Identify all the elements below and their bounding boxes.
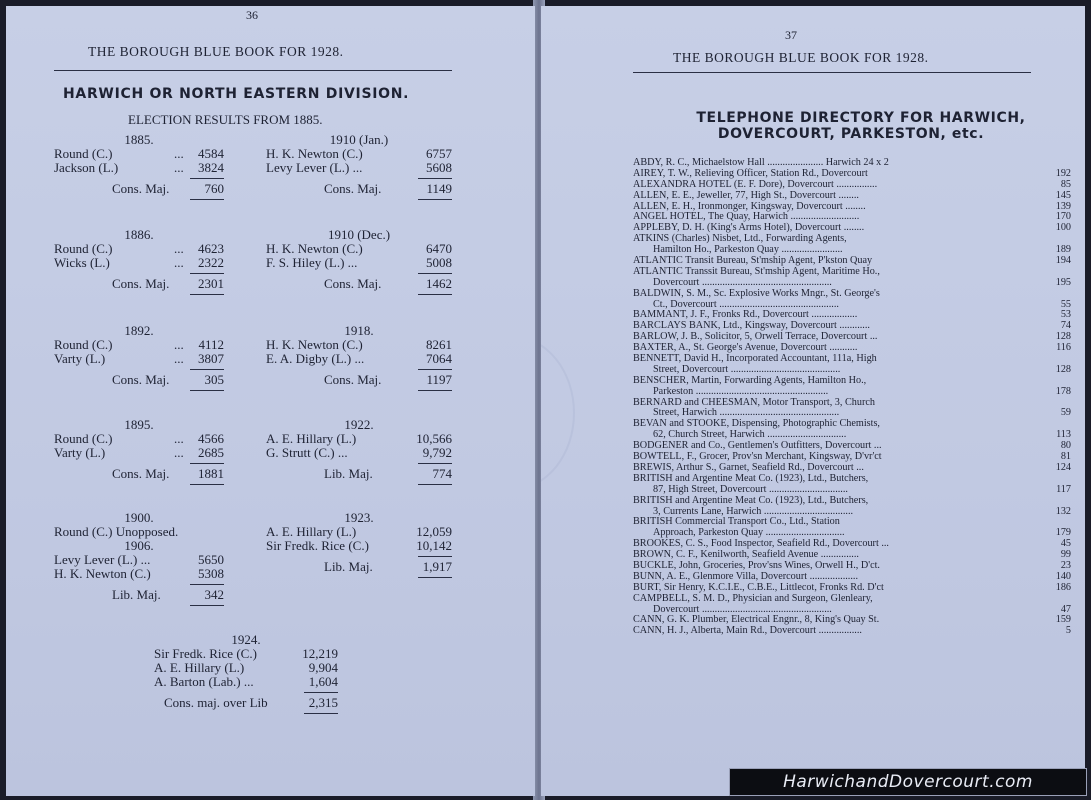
telephone-number: 189 — [1055, 244, 1071, 256]
majority-value: 342 — [204, 587, 224, 602]
telephone-number: 178 — [1055, 385, 1071, 397]
total-rule — [190, 294, 224, 295]
majority-label: Cons. Maj. — [112, 276, 170, 291]
majority-label: Lib. Maj. — [324, 466, 373, 481]
candidate-name: A. E. Hillary (L.) — [266, 431, 357, 446]
directory-entry-text: ANGEL HOTEL, The Quay, Harwich ........................... — [633, 211, 860, 223]
directory-entry-text: Dovercourt ................................................... — [653, 276, 832, 288]
leader-dots: ... — [174, 351, 184, 366]
majority-label: Cons. Maj. — [112, 372, 170, 387]
running-head-right: THE BOROUGH BLUE BOOK FOR 1928. — [673, 50, 929, 65]
candidate-name: Round (C.) — [54, 337, 113, 352]
telephone-number: 59 — [1060, 407, 1071, 419]
telephone-number: 159 — [1055, 614, 1071, 626]
majority-value: 760 — [204, 181, 224, 196]
faint-crest-emblem — [541, 336, 575, 490]
telephone-number: 74 — [1060, 320, 1071, 332]
election-year: 1906. — [124, 538, 154, 553]
candidate-votes: 12,059 — [416, 524, 452, 539]
sum-rule — [418, 273, 452, 274]
candidate-votes: 9,792 — [422, 445, 452, 460]
candidate-name: Varty (L.) — [54, 445, 106, 460]
directory-entry-text: BOWTELL, F., Grocer, Prov'sn Merchant, Kingsway, D'vr'ct — [633, 451, 882, 463]
directory-entry-text: BODGENER and Co., Gentlemen's Outfitters, Dovercourt ... — [633, 440, 882, 452]
page-number-left: 36 — [246, 8, 258, 22]
telephone-number: 192 — [1055, 167, 1071, 179]
sum-rule — [190, 584, 224, 585]
total-rule — [190, 484, 224, 485]
total-rule — [190, 605, 224, 606]
telephone-number: 186 — [1055, 581, 1071, 593]
telephone-number: 53 — [1060, 309, 1071, 321]
leader-dots: ... — [174, 255, 184, 270]
running-head-left: THE BOROUGH BLUE BOOK FOR 1928. — [88, 44, 344, 59]
candidate-name: A. Barton (Lab.) ... — [154, 674, 254, 689]
leader-dots: ... — [174, 431, 184, 446]
telephone-number: 55 — [1060, 298, 1071, 310]
majority-label: Cons. Maj. — [324, 181, 382, 196]
candidate-name: Jackson (L.) — [54, 160, 119, 175]
election-block-1892 — [54, 324, 224, 391]
candidate-name: G. Strutt (C.) ... — [266, 445, 348, 460]
sum-rule — [190, 273, 224, 274]
total-rule — [190, 390, 224, 391]
directory-title-line2: DOVERCOURT, PARKESTON, etc. — [717, 126, 985, 142]
directory-entry-text: Parkeston .................................................... — [653, 385, 829, 397]
directory-entry-text: BROWN, C. F., Kenilworth, Seafield Avenue ............... — [633, 549, 859, 561]
election-subtitle: ELECTION RESULTS FROM 1885. — [128, 112, 323, 127]
majority-value: 2301 — [198, 276, 224, 291]
candidate-name: Varty (L.) — [54, 351, 106, 366]
candidate-votes: 6470 — [426, 241, 452, 256]
directory-entry — [633, 419, 1071, 441]
candidate-votes: 3807 — [198, 351, 224, 366]
candidate-name: F. S. Hiley (L.) ... — [266, 255, 358, 270]
candidate-name: Levy Lever (L.) ... — [266, 160, 363, 175]
leader-dots: ... — [174, 241, 184, 256]
majority-value: 1149 — [426, 181, 452, 196]
election-year: 1885. — [124, 132, 154, 147]
total-rule — [418, 294, 452, 295]
directory-entry-text: BUCKLE, John, Groceries, Prov'sns Wines, Orwell H., D'ct. — [633, 559, 880, 571]
directory-entry-text: BRITISH and Argentine Meat Co. (1923), Ltd., Butchers, — [633, 472, 869, 484]
telephone-number: 81 — [1060, 451, 1071, 463]
directory-entry-text: BURT, Sir Henry, K.C.I.E., C.B.E., Littlecot, Fronks Rd. D'ct — [633, 581, 884, 593]
majority-label: Cons. Maj. — [324, 372, 382, 387]
telephone-number: 179 — [1055, 527, 1071, 539]
candidate-votes: 12,219 — [302, 646, 338, 661]
division-title: HARWICH OR NORTH EASTERN DIVISION. — [63, 86, 410, 102]
candidate-name: Round (C.) — [54, 146, 113, 161]
election-block-1895 — [54, 418, 224, 485]
candidate-name: H. K. Newton (C.) — [54, 566, 151, 581]
majority-value: 1462 — [426, 276, 452, 291]
election-year: 1892. — [124, 323, 154, 338]
directory-entry-text: ALEXANDRA HOTEL (E. F. Dore), Dovercourt ................ — [633, 178, 878, 190]
telephone-number: 195 — [1055, 276, 1071, 288]
directory-entry-text: BARCLAYS BANK, Ltd., Kingsway, Dovercourt ............ — [633, 320, 870, 332]
directory-entry-text: Ct., Dovercourt ............................................... — [653, 298, 839, 310]
election-block-1886 — [54, 228, 224, 295]
candidate-votes: 4112 — [198, 337, 224, 352]
telephone-number: 23 — [1060, 559, 1071, 571]
directory-entry-text: 87, High Street, Dovercourt ............................... — [653, 483, 848, 495]
directory-entry-text: BARLOW, J. B., Solicitor, 5, Orwell Terrace, Dovercourt ... — [633, 331, 878, 343]
directory-entry-text: BRITISH Commercial Transport Co., Ltd., Station — [633, 516, 840, 528]
telephone-number: 80 — [1060, 440, 1071, 452]
directory-entry — [633, 626, 1071, 637]
candidate-votes: 6757 — [426, 146, 452, 161]
directory-entry — [633, 594, 1071, 616]
telephone-number: 113 — [1056, 429, 1071, 441]
website-watermark-banner: HarwichandDovercourt.com — [729, 768, 1087, 796]
election-year: 1923. — [344, 510, 374, 525]
unopposed-result: Round (C.) Unopposed. — [54, 524, 179, 539]
election-block-1910-dec — [266, 228, 452, 295]
sum-rule — [190, 178, 224, 179]
telephone-number: 99 — [1060, 549, 1071, 561]
majority-label: Cons. Maj. — [112, 181, 170, 196]
right-page — [541, 6, 1085, 796]
directory-entry-text: BENNETT, David H., Incorporated Accountant, 111a, High — [633, 353, 877, 365]
telephone-number: 116 — [1056, 342, 1071, 354]
majority-value: 2,315 — [308, 695, 338, 710]
candidate-votes: 5308 — [198, 566, 224, 581]
telephone-number: 45 — [1060, 538, 1071, 550]
directory-entry-text: BRITISH and Argentine Meat Co. (1923), Ltd., Butchers, — [633, 494, 869, 506]
candidate-name: E. A. Digby (L.) ... — [266, 351, 365, 366]
election-year: 1900. — [124, 510, 154, 525]
candidate-votes: 3824 — [198, 160, 224, 175]
candidate-votes: 2322 — [198, 255, 224, 270]
candidate-name: H. K. Newton (C.) — [266, 146, 363, 161]
directory-entry-text: BEVAN and STOOKE, Dispensing, Photographic Chemists, — [633, 418, 880, 430]
total-rule — [190, 199, 224, 200]
candidate-name: Round (C.) — [54, 241, 113, 256]
candidate-name: Sir Fredk. Rice (C.) — [266, 538, 369, 553]
telephone-number: 124 — [1055, 461, 1071, 473]
candidate-name: Levy Lever (L.) ... — [54, 552, 151, 567]
directory-entry — [633, 496, 1071, 518]
header-rule — [54, 70, 452, 71]
telephone-number: 139 — [1055, 200, 1071, 212]
majority-value: 1,917 — [422, 559, 452, 574]
directory-entry-text: AIREY, T. W., Relieving Officer, Station Rd., Dovercourt — [633, 167, 868, 179]
directory-entry-text: ATKINS (Charles) Nisbet, Ltd., Forwarding Agents, — [633, 233, 847, 245]
candidate-name: Sir Fredk. Rice (C.) — [154, 646, 257, 661]
majority-label: Lib. Maj. — [112, 587, 161, 602]
telephone-number: 132 — [1055, 505, 1071, 517]
majority-label: Cons. Maj. — [324, 276, 382, 291]
candidate-votes: 7064 — [426, 351, 452, 366]
directory-entry-text: Street, Dovercourt ........................................... — [653, 363, 841, 375]
leader-dots: ... — [174, 445, 184, 460]
total-rule — [304, 713, 338, 714]
telephone-number: 47 — [1060, 603, 1071, 615]
directory-entry — [633, 398, 1071, 420]
candidate-votes: 5650 — [198, 552, 224, 567]
majority-value: 1881 — [198, 466, 224, 481]
telephone-number: 85 — [1060, 178, 1071, 190]
directory-entry-text: BERNARD and CHEESMAN, Motor Transport, 3, Church — [633, 396, 875, 408]
leader-dots: ... — [174, 146, 184, 161]
sum-rule — [418, 178, 452, 179]
directory-entry-text: BUNN, A. E., Glenmore Villa, Dovercourt ................... — [633, 570, 858, 582]
total-rule — [418, 484, 452, 485]
election-year: 1910 (Dec.) — [327, 227, 391, 242]
directory-entry-text: BREWIS, Arthur S., Garnet, Seafield Rd., Dovercourt ... — [633, 461, 864, 473]
left-page — [6, 6, 535, 796]
telephone-number: 117 — [1056, 483, 1071, 495]
directory-entry-text: ALLEN, E. H., Ironmonger, Kingsway, Dovercourt ........ — [633, 200, 866, 212]
directory-entry-text: ALLEN, E. E., Jeweller, 77, High St., Dovercourt ........ — [633, 189, 859, 201]
directory-entry-text: Hamilton Ho., Parkeston Quay ........................ — [653, 244, 843, 256]
directory-entry-text: BAMMANT, J. F., Fronks Rd., Dovercourt .................. — [633, 309, 858, 321]
candidate-votes: 4566 — [198, 431, 224, 446]
total-rule — [418, 577, 452, 578]
election-block-1885 — [54, 133, 224, 200]
directory-entry — [633, 583, 1071, 594]
election-block-1922 — [266, 418, 452, 485]
directory-entry — [633, 267, 1071, 289]
directory-entry — [633, 376, 1071, 398]
telephone-number: 145 — [1055, 189, 1071, 201]
directory-entry — [633, 354, 1071, 376]
directory-entry — [633, 191, 1071, 202]
directory-entry — [633, 289, 1071, 311]
telephone-number: 128 — [1055, 331, 1071, 343]
election-block-1910-jan — [266, 133, 452, 200]
directory-entry-text: BAXTER, A., St. George's Avenue, Dovercourt ........... — [633, 342, 858, 354]
directory-entry-text: ATLANTIC Transit Bureau, St'mship Agent, P'kston Quay — [633, 255, 873, 267]
directory-title-line1: TELEPHONE DIRECTORY FOR HARWICH, — [696, 110, 1026, 126]
majority-label: Lib. Maj. — [324, 559, 373, 574]
leader-dots: ... — [174, 337, 184, 352]
candidate-name: Wicks (L.) — [54, 255, 110, 270]
election-year: 1886. — [124, 227, 154, 242]
sum-rule — [418, 463, 452, 464]
directory-entry-text: BROOKES, C. S., Food Inspector, Seafield Rd., Dovercourt ... — [633, 538, 889, 550]
election-year: 1895. — [124, 417, 154, 432]
directory-entry-text: Street, Harwich ............................................... — [653, 407, 840, 419]
directory-entry-text: 3, Currents Lane, Harwich ................................... — [653, 505, 854, 517]
sum-rule — [304, 692, 338, 693]
sum-rule — [418, 369, 452, 370]
page-number-right: 37 — [785, 28, 797, 42]
majority-value: 305 — [204, 372, 224, 387]
candidate-votes: 8261 — [426, 337, 452, 352]
sum-rule — [190, 463, 224, 464]
candidate-votes: 5608 — [426, 160, 452, 175]
candidate-name: Round (C.) — [54, 431, 113, 446]
majority-value: 774 — [432, 466, 452, 481]
total-rule — [418, 390, 452, 391]
directory-entry-text: ATLANTIC Transsit Bureau, St'mship Agent, Maritime Ho., — [633, 265, 880, 277]
directory-entry-text: Dovercourt ................................................... — [653, 603, 832, 615]
telephone-number: 194 — [1055, 255, 1071, 267]
election-year: 1910 (Jan.) — [329, 132, 389, 147]
candidate-votes: 4584 — [198, 146, 224, 161]
candidate-votes: 10,142 — [416, 538, 452, 553]
directory-entry-text: APPLEBY, D. H. (King's Arms Hotel), Dovercourt ........ — [633, 222, 865, 234]
election-year: 1922. — [344, 417, 374, 432]
leader-dots: ... — [174, 160, 184, 175]
telephone-number: 5 — [1065, 625, 1071, 637]
candidate-name: H. K. Newton (C.) — [266, 337, 363, 352]
telephone-number: 170 — [1055, 211, 1071, 223]
directory-entry-text: CANN, G. K. Plumber, Electrical Engnr., 8, King's Quay St. — [633, 614, 880, 626]
candidate-name: H. K. Newton (C.) — [266, 241, 363, 256]
election-block-1900-1906 — [54, 511, 224, 606]
directory-entry — [633, 234, 1071, 256]
candidate-votes: 1,604 — [308, 674, 338, 689]
directory-entry-text: BALDWIN, S. M., Sc. Explosive Works Mngr., St. George's — [633, 287, 880, 299]
directory-entry-text: CANN, H. J., Alberta, Main Rd., Dovercourt ................. — [633, 625, 862, 637]
telephone-directory-list — [633, 158, 1071, 637]
directory-entry-text: BENSCHER, Martin, Forwarding Agents, Hamilton Ho., — [633, 374, 867, 386]
election-block-1923 — [266, 511, 452, 578]
sum-rule — [418, 556, 452, 557]
majority-value: 1197 — [426, 372, 452, 387]
candidate-votes: 10,566 — [416, 431, 452, 446]
header-rule — [633, 72, 1031, 73]
sum-rule — [190, 369, 224, 370]
directory-entry-text: Approach, Parkeston Quay ............................... — [653, 527, 845, 539]
election-year: 1918. — [344, 323, 374, 338]
candidate-name: A. E. Hillary (L.) — [154, 660, 245, 675]
telephone-number: 100 — [1055, 222, 1071, 234]
election-block-1924 — [154, 633, 338, 714]
election-year: 1924. — [231, 632, 261, 647]
directory-entry — [633, 517, 1071, 539]
directory-entry — [633, 474, 1071, 496]
total-rule — [418, 199, 452, 200]
directory-entry-text: CAMPBELL, S. M. D., Physician and Surgeon, Glenleary, — [633, 592, 873, 604]
directory-entry-text: 62, Church Street, Harwich ............................... — [653, 429, 847, 441]
election-block-1918 — [266, 324, 452, 391]
candidate-votes: 5008 — [426, 255, 452, 270]
candidate-name: A. E. Hillary (L.) — [266, 524, 357, 539]
telephone-number: 140 — [1055, 570, 1071, 582]
candidate-votes: 4623 — [198, 241, 224, 256]
candidate-votes: 9,904 — [308, 660, 338, 675]
directory-entry-text: ABDY, R. C., Michaelstow Hall ...................... Harwich 24 x 2 — [633, 157, 889, 168]
majority-label: Cons. Maj. — [112, 466, 170, 481]
majority-label: Cons. maj. over Lib — [164, 695, 268, 710]
candidate-votes: 2685 — [198, 445, 224, 460]
telephone-number: 128 — [1055, 363, 1071, 375]
